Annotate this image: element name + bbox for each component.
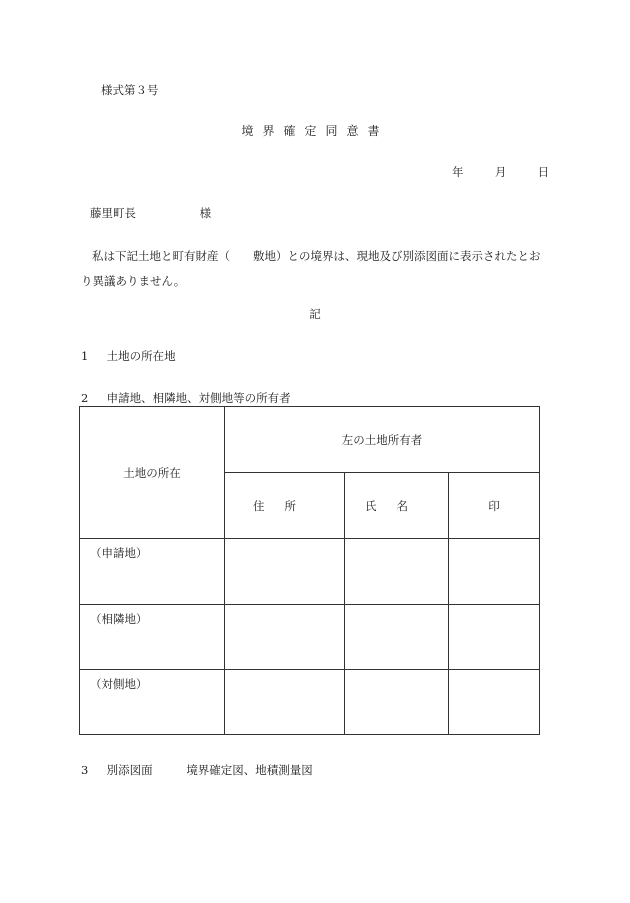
document-title: 境界確定同意書 <box>241 124 389 138</box>
item3-label: 別添図面 <box>106 763 153 777</box>
item1-label: 土地の所在地 <box>106 349 176 363</box>
date-month: 月 <box>494 165 507 179</box>
row-label-opposite: （対側地） <box>80 670 225 735</box>
table-row <box>80 539 540 605</box>
item-attached-drawings <box>81 762 313 778</box>
addressee-name: 藤里町長 <box>90 206 136 220</box>
item1-number: 1 <box>81 349 89 363</box>
cell-address-input[interactable] <box>225 539 345 605</box>
header-address-label: 住所 <box>253 498 316 513</box>
owners-table <box>79 406 540 735</box>
header-land-location: 土地の所在 <box>80 407 225 539</box>
table-row <box>80 605 540 670</box>
cell-address-input[interactable] <box>225 670 345 735</box>
addressee-honorific: 様 <box>199 206 212 220</box>
header-seal: 印 <box>449 473 540 539</box>
cell-seal-input[interactable] <box>449 539 540 605</box>
date-day: 日 <box>537 165 550 179</box>
item-land-location <box>81 348 176 364</box>
agreement-text: 私は下記土地と町有財産（ 敷地）との境界は、現地及び別添図面に表示されたとおり異議ありません。 <box>81 249 541 288</box>
date-year: 年 <box>452 165 464 179</box>
cell-seal-input[interactable] <box>449 605 540 670</box>
header-address <box>225 473 345 539</box>
row-label-adjacent: （相隣地） <box>80 605 225 670</box>
cell-name-input[interactable] <box>345 670 449 735</box>
row-label-applicant: （申請地） <box>80 539 225 605</box>
item3-value: 境界確定図、地積測量図 <box>186 763 313 777</box>
form-number: 様式第３号 <box>101 83 159 97</box>
item-owners <box>81 390 291 406</box>
cell-seal-input[interactable] <box>449 670 540 735</box>
cell-name-input[interactable] <box>345 605 449 670</box>
cell-address-input[interactable] <box>225 605 345 670</box>
table-row <box>80 670 540 735</box>
item2-number: 2 <box>81 391 89 405</box>
ki-heading: 記 <box>309 307 321 321</box>
item3-number: 3 <box>81 763 89 777</box>
cell-name-input[interactable] <box>345 539 449 605</box>
header-name <box>345 473 449 539</box>
addressee <box>90 205 211 221</box>
date-line <box>452 164 549 180</box>
header-land-owner: 左の土地所有者 <box>225 407 540 473</box>
header-name-label: 氏名 <box>365 498 428 513</box>
item2-label: 申請地、相隣地、対側地等の所有者 <box>106 391 291 405</box>
